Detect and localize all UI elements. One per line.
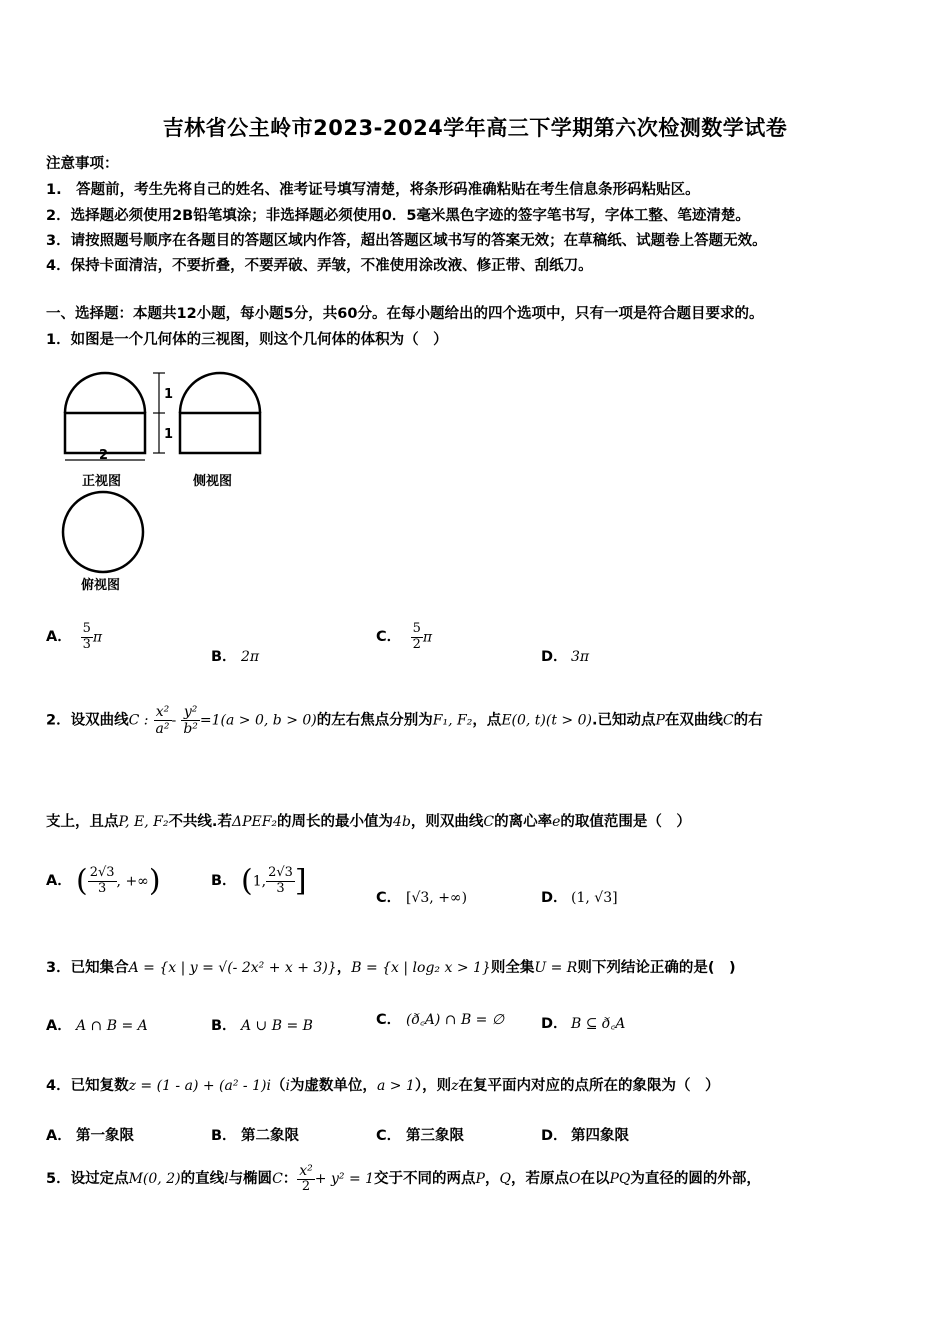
dim-h2-label: 1 — [164, 427, 174, 442]
q2-option-d[interactable]: D． (1, √3] — [541, 890, 618, 906]
q3-option-d[interactable]: D． B ⊆ ð꜀A — [541, 1016, 626, 1032]
dim-width-label: 2 — [99, 448, 109, 463]
q5-stem: 5．设过定点M(0, 2)的直线l与椭圆C： $\frac{\text{x²}}{2}$ + y² = 1交于不同的两点P，Q，若原点O在以PQ为直径的圆的外部， — [46, 1163, 761, 1195]
q1-stem: 1．如图是一个几何体的三视图，则这个几何体的体积为（ ） — [46, 332, 448, 348]
q3-option-c[interactable]: C． (ð꜀A) ∩ B = ∅ — [376, 1012, 505, 1028]
notice-heading: 注意事项： — [46, 156, 119, 172]
q2-line-2: 支上，且点P, E, F₂不共线.若ΔPEF₂的周长的最小值为4b，则双曲线C的离心率e的取值范围是（ ） — [46, 814, 691, 830]
front-view-label: 正视图 — [82, 474, 122, 489]
q4-stem: 4．已知复数z = (1 - a) + (a² - 1)i（i为虚数单位，a > 1），则z在复平面内对应的点所在的象限为（ ） — [46, 1078, 720, 1094]
notice-item-2: 2．选择题必须使用2B铅笔填涂；非选择题必须使用0．5毫米黑色字迹的签字笔书写，字体工整、笔迹清楚。 — [46, 208, 750, 224]
notice-item-4: 4．保持卡面清洁，不要折叠，不要弄破、弄皱，不准使用涂改液、修正带、刮纸刀。 — [46, 258, 593, 274]
q3-option-a[interactable]: A． A ∩ B = A — [46, 1018, 148, 1034]
side-view-label: 侧视图 — [193, 474, 233, 489]
notice-item-1: 1. 答题前，考生先将自己的姓名、准考证号填写清楚，将条形码准确粘贴在考生信息条形码粘贴区。 — [46, 182, 700, 198]
notice-item-3: 3．请按照题号顺序在各题目的答题区域内作答，超出答题区域书写的答案无效；在草稿纸、试题卷上答题无效。 — [46, 233, 767, 249]
q4-option-d[interactable]: D． 第四象限 — [541, 1128, 629, 1144]
q2-option-a[interactable]: A． ( $\frac{2√3}{3}$ , +∞) — [46, 863, 161, 899]
side-view-rect — [180, 413, 260, 453]
top-view-circle — [63, 492, 143, 572]
top-view-label: 俯视图 — [81, 578, 121, 593]
q1-option-d[interactable]: D． 3π — [541, 649, 590, 665]
q1-c-fraction: $\frac{5}{2}$ — [412, 621, 421, 652]
q1-option-c[interactable]: C． $\frac{5}{2}$ π — [376, 621, 433, 652]
q4-option-b[interactable]: B． 第二象限 — [211, 1128, 299, 1144]
section-heading: 一、选择题：本题共12小题，每小题5分，共60分。在每小题给出的四个选项中，只有一项是符合题目要求的。 — [46, 306, 764, 322]
q1-option-a[interactable]: A． $\frac{5}{3}$ π — [46, 621, 103, 652]
q2-option-b[interactable]: B． (1, $\frac{2√3}{3}$ ] — [211, 863, 307, 899]
page-title: 吉林省公主岭市2023-2024学年高三下学期第六次检测数学试卷 — [162, 116, 788, 140]
q3-stem: 3．已知集合A = {x | y = √(- 2x² + x + 3)}，B = {x | log₂ x > 1}则全集U = R则下列结论正确的是( ) — [46, 960, 736, 976]
q2-option-c[interactable]: C． [√3, +∞) — [376, 890, 468, 906]
side-view-arc — [180, 373, 260, 413]
q2-line-1: 2．设双曲线C : $\frac{\text{x²}}{\text{a²}}$ - $\frac{\text{y²}}{\text{b²}}$ =1(a > 0, b > 0)的左右焦点分别为F₁, F₂，点E(0, t)(t > 0).已知动点P在双曲线C的右 — [46, 704, 763, 738]
q1-option-b[interactable]: B． 2π — [211, 649, 260, 665]
q4-option-c[interactable]: C． 第三象限 — [376, 1128, 464, 1144]
front-view-arc — [65, 373, 145, 413]
q3-option-b[interactable]: B． A ∪ B = B — [211, 1018, 313, 1034]
front-view-rect — [65, 413, 145, 453]
q1-a-fraction: $\frac{5}{3}$ — [82, 621, 91, 652]
q4-option-a[interactable]: A． 第一象限 — [46, 1128, 134, 1144]
dim-h1-label: 1 — [164, 387, 174, 402]
